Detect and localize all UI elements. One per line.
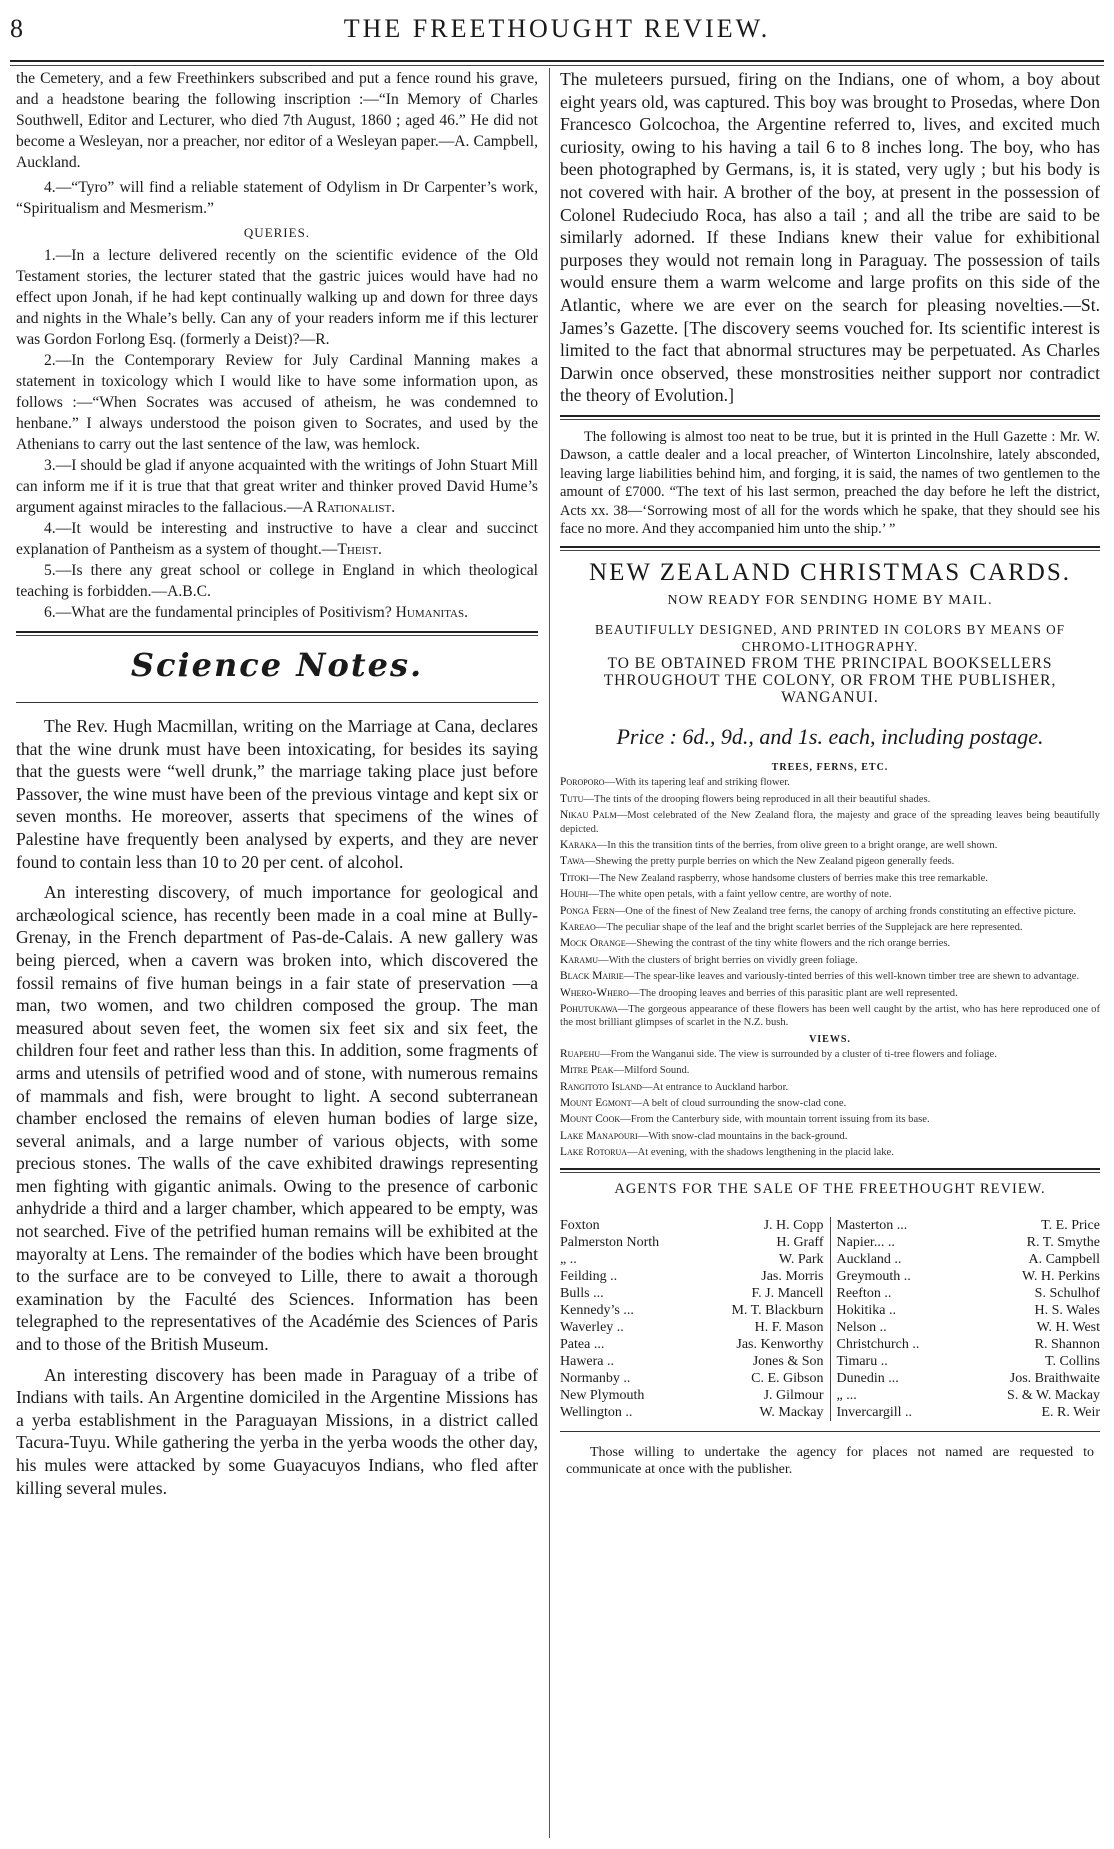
science-note-1: The Rev. Hugh Macmillan, writing on the Marriage at Cana, declares that the wine drunk must have been intoxicating, for besides its saying that the guests were “well drunk,” the marriage taking place just before Passover, the wine must have been of the previous vintage and kept six or seven months. He moreover, asserts that specimens of the wines of Palestine have frequently been analysed by experts, and they are never found to contain less than 10 to 20 per cent. of alcohol. [16, 716, 538, 872]
query-3-text: 3.—I should be glad if anyone acquainted with the writings of John Stuart Mill can inform me if it is true that that great writer and thinker proved David Hume’s argument against miracles to the fallacious.— [16, 457, 538, 516]
agent-name: Jas. Morris [761, 1268, 824, 1284]
queries-heading: QUERIES. [243, 225, 311, 240]
page-number: 8 [10, 14, 23, 43]
agent-name: H. F. Mason [754, 1319, 824, 1335]
card-item-description: —From the Wanganui side. The view is surrounded by a cluster of ti-tree flowers and foliage. [600, 1048, 997, 1060]
query-2: 2.—In the Contemporary Review for July Cardinal Manning makes a statement in toxicology which I would like to have some information upon, as follows :—“When Socrates was accused of atheism, he was condemned to henbane.” I always understood the poison given to Socrates, and used by the Athenians to carry out the last sentence of the law, was hemlock. [16, 352, 538, 453]
agent-row [837, 1234, 1101, 1251]
agent-name: R. Shannon [1034, 1336, 1100, 1352]
agent-name: W. Mackay [759, 1404, 824, 1420]
section-rule [16, 631, 538, 636]
card-item [560, 1097, 1100, 1110]
card-item-description: —At evening, with the shadows lengthening in the placid lake. [627, 1147, 894, 1159]
views-heading: VIEWS. [809, 1033, 851, 1045]
christmas-cards-advert [560, 559, 1100, 1159]
card-item [560, 1081, 1100, 1094]
section-rule [560, 546, 1100, 551]
agent-name: E. R. Weir [1041, 1404, 1100, 1420]
agent-name: M. T. Blackburn [731, 1302, 824, 1318]
card-item-name: Karamu [560, 953, 599, 966]
card-item-description: —The drooping leaves and berries of this parasitic plant are well represented. [628, 987, 958, 999]
card-item [560, 905, 1100, 918]
card-item-name: Ruapehu [560, 1047, 601, 1060]
advert-title: NEW ZEALAND CHRISTMAS CARDS. [589, 559, 1071, 587]
card-item-description: —The peculiar shape of the leaf and the bright scarlet berries of the Supplejack are here represented. [595, 922, 1023, 933]
heading-rule [16, 702, 538, 703]
journal-title: THE FREETHOUGHT REVIEW. [343, 14, 771, 43]
card-item [560, 1146, 1100, 1159]
agent-row [837, 1404, 1101, 1421]
agent-row [837, 1336, 1101, 1353]
query-6-signature: Humanitas. [395, 604, 468, 621]
agent-name: W. H. Perkins [1021, 1268, 1100, 1284]
query-4-text: 4.—It would be interesting and instructive to have a clear and succinct explanation of Pantheism as a system of thought.— [16, 520, 538, 558]
agent-row [837, 1285, 1101, 1302]
agents-table [560, 1217, 1100, 1421]
card-item [560, 776, 1100, 789]
card-item-name: Black Mairie [560, 970, 624, 983]
card-item-description: —With its tapering leaf and striking flower. [604, 777, 790, 789]
card-item-description: —Shewing the contrast of the tiny white flowers and the rich orange berries. [625, 938, 951, 950]
card-item-description: —One of the finest of New Zealand tree ferns, the canopy of arching fronds constituting an effective picture. [614, 905, 1076, 917]
agents-closing-note: Those willing to undertake the agency for places not named are requested to communicate at once with the publisher. [566, 1444, 1094, 1477]
card-item-description: —The spear-like leaves and variously-tinted berries of this well-known timber tree are shewn to advantage. [623, 971, 1080, 983]
card-item-name: Tawa [560, 855, 585, 868]
agent-place: Invercargill .. [836, 1404, 913, 1420]
agent-place: Foxton [560, 1217, 600, 1233]
card-item [560, 1130, 1100, 1143]
card-item-description: —With the clusters of bright berries on vividly green foliage. [598, 954, 858, 966]
card-item-name: Rangitoto Island [560, 1080, 642, 1093]
agent-name: J. H. Copp [763, 1217, 824, 1233]
agent-row [837, 1387, 1101, 1404]
card-item-name: Nikau Palm [560, 809, 617, 822]
card-item [560, 793, 1100, 806]
closing-rule [560, 1431, 1100, 1432]
agent-name: W. Park [778, 1251, 824, 1267]
section-rule [560, 1168, 1100, 1173]
agent-row [560, 1302, 824, 1319]
agent-row [837, 1217, 1101, 1234]
hull-gazette-paragraph: The following is almost too neat to be true, but it is printed in the Hull Gazette : Mr. W. Dawson, a cattle dealer and a local preacher, of Winterton Lincolnshire, lately absconded, leaving large liabilities behind him, and forging, it is said, the names of two gentlemen to the amount of £7000. “The text of his last sermon, preached the day before he left the district, Acts xx. 38—‘Sorrowing most of all for the words which he spake, that they should see his face no more. And they accompanied him unto the ship.’ ” [560, 428, 1100, 537]
card-item-description: —With snow-clad mountains in the back-ground. [637, 1130, 848, 1142]
card-item-name: Ponga Fern [560, 904, 615, 917]
card-item-name: Titoki [560, 871, 589, 884]
agent-row [560, 1234, 824, 1251]
advert-subtitle: NOW READY FOR SENDING HOME BY MAIL. [667, 593, 993, 609]
card-item-description: —Milford Sound. [613, 1065, 690, 1077]
column-divider [549, 68, 550, 1838]
agent-place: Timaru .. [836, 1353, 888, 1369]
card-item [560, 839, 1100, 852]
card-item-name: Mock Orange [560, 937, 626, 950]
agent-place: New Plymouth [560, 1387, 645, 1403]
trees-list [560, 776, 1100, 1030]
query-1: 1.—In a lecture delivered recently on the scientific evidence of the Old Testament stories, the lecturer stated that the gastric juices would have had no effect upon Jonah, if he had kept continually walking up and down for three days and nights in the Whale’s belly. Can any of your readers inform me if this lecturer was Gordon Forlong Esq. (formerly a Deist)?—R. [16, 247, 538, 348]
agent-place: „ ... [836, 1387, 857, 1403]
agent-place: Dunedin ... [836, 1370, 899, 1386]
agent-place: Wellington .. [560, 1404, 633, 1420]
agent-place: Reefton .. [836, 1285, 892, 1301]
card-item [560, 937, 1100, 950]
agent-place: Normanby .. [560, 1370, 631, 1386]
card-item [560, 921, 1100, 934]
query-4-signature: Theist. [337, 541, 382, 558]
query-3-signature: A Rationalist. [302, 499, 396, 516]
card-item [560, 954, 1100, 967]
query-5: 5.—Is there any great school or college in England in which theological teaching is forbidden.—A.B.C. [16, 562, 538, 600]
agent-row [837, 1370, 1101, 1387]
trees-heading: TREES, FERNS, ETC. [771, 762, 889, 774]
agent-row [560, 1404, 824, 1421]
agents-column-left [560, 1217, 831, 1421]
agent-name: Jos. Braithwaite [1009, 1370, 1100, 1386]
card-item-name: Poroporo [560, 776, 605, 789]
advert-price: Price : 6d., 9d., and 1s. each, including postage. [616, 724, 1044, 750]
card-item [560, 1048, 1100, 1061]
agent-place: Kennedy’s ... [560, 1302, 634, 1318]
card-item [560, 1003, 1100, 1030]
right-column [560, 68, 1100, 1478]
agent-row [560, 1217, 824, 1234]
card-item-description: —In this the transition tints of the berries, from olive green to a bright orange, are well shown. [596, 839, 998, 851]
agent-name: S. & W. Mackay [1007, 1387, 1100, 1403]
card-item-description: —Shewing the pretty purple berries on which the New Zealand pigeon generally feeds. [584, 856, 955, 868]
agent-name: C. E. Gibson [751, 1370, 824, 1386]
card-item [560, 970, 1100, 983]
card-item-description: —The tints of the drooping flowers being reproduced in all their beautiful shades. [583, 793, 931, 805]
agent-row [560, 1268, 824, 1285]
agent-place: Palmerston North [560, 1234, 660, 1250]
agent-name: H. Graff [776, 1234, 824, 1250]
card-item-name: Whero-Whero [560, 986, 629, 999]
agent-row [837, 1319, 1101, 1336]
cemetery-paragraph: the Cemetery, and a few Freethinkers subscribed and put a fence round his grave, and a headstone bearing the following inscription :—“In Memory of Charles Southwell, Editor and Lecturer, who died 7th August, 1860 ; aged 46.” He did not become a Wesleyan, nor a preacher, nor editor of a Wesleyan paper.—A. Campbell, Auckland. [16, 70, 538, 171]
agent-name: S. Schulhof [1034, 1285, 1100, 1301]
agent-place: Bulls ... [560, 1285, 604, 1301]
card-item-description: —From the Canterbury side, with mountain torrent issuing from its base. [620, 1114, 930, 1126]
agent-place: Greymouth .. [836, 1268, 911, 1284]
agent-place: Waverley .. [560, 1319, 624, 1335]
card-item-name: Lake Rotorua [560, 1146, 628, 1159]
agents-heading: AGENTS FOR THE SALE OF THE FREETHOUGHT REVIEW. [614, 1180, 1046, 1197]
card-item-description: —The gorgeous appearance of these flowers has been well caught by the artist, who has here reproduced one of the most brilliant glimpses of scarlet in the N.Z. bush. [560, 1004, 1100, 1029]
agent-name: R. T. Smythe [1026, 1234, 1100, 1250]
agent-row [837, 1302, 1101, 1319]
agent-place: „ .. [560, 1251, 577, 1267]
agent-place: Hokitika .. [836, 1302, 896, 1318]
advert-availability: TO BE OBTAINED FROM THE PRINCIPAL BOOKSELLERS THROUGHOUT THE COLONY, OR FROM THE PUBLISHER, WANGANUI. [603, 655, 1057, 707]
agent-row [560, 1370, 824, 1387]
card-item-name: Mount Egmont [560, 1097, 632, 1110]
card-item-name: Mitre Peak [560, 1064, 614, 1077]
agent-place: Christchurch .. [836, 1336, 920, 1352]
advert-description: BEAUTIFULLY DESIGNED, AND PRINTED IN COLORS BY MEANS OF CHROMO-LITHOGRAPHY. [595, 622, 1065, 655]
agent-row [837, 1268, 1101, 1285]
query-6 [16, 602, 538, 623]
card-item-description: —The white open petals, with a faint yellow centre, are worthy of note. [588, 889, 892, 901]
query-3 [16, 455, 538, 518]
views-list [560, 1048, 1100, 1160]
card-item-description: —The New Zealand raspberry, whose handsome clusters of berries make this tree remarkable. [588, 872, 988, 884]
agent-place: Napier... .. [836, 1234, 895, 1250]
tyro-paragraph: 4.—“Tyro” will find a reliable statement of Odylism in Dr Carpenter’s work, “Spiritualism and Mesmerism.” [16, 179, 538, 217]
card-item [560, 1113, 1100, 1126]
card-item-name: Pohutukawa [560, 1003, 618, 1016]
card-item-name: Kareao [560, 921, 596, 933]
agent-name: Jas. Kenworthy [736, 1336, 824, 1352]
agent-row [560, 1336, 824, 1353]
agent-name: A. Campbell [1028, 1251, 1100, 1267]
agent-place: Feilding .. [560, 1268, 618, 1284]
agent-name: T. Collins [1045, 1353, 1100, 1369]
card-item-name: Tutu [560, 792, 584, 805]
agent-row [837, 1353, 1101, 1370]
query-4 [16, 518, 538, 560]
header-rule [10, 60, 1104, 66]
query-6-text: 6.—What are the fundamental principles of Positivism? [44, 604, 392, 621]
agent-name: W. H. West [1036, 1319, 1100, 1335]
agents-column-right [831, 1217, 1101, 1421]
agent-row [560, 1353, 824, 1370]
science-notes-heading: Science Notes. [130, 646, 424, 684]
agent-place: Masterton ... [836, 1217, 908, 1233]
card-item [560, 987, 1100, 1000]
agent-name: H. S. Wales [1034, 1302, 1100, 1318]
agent-name: F. J. Mancell [751, 1285, 824, 1301]
agent-name: J. Gilmour [763, 1387, 824, 1403]
agent-place: Nelson .. [836, 1319, 887, 1335]
agent-name: Jones & Son [752, 1353, 824, 1369]
agent-row [560, 1387, 824, 1404]
agent-row [560, 1319, 824, 1336]
agent-row [837, 1251, 1101, 1268]
card-item-name: Karaka [560, 838, 597, 851]
agent-row [560, 1251, 824, 1268]
card-item-description: —At entrance to Auckland harbor. [641, 1081, 789, 1093]
card-item [560, 1064, 1100, 1077]
section-rule [560, 415, 1100, 420]
card-item [560, 872, 1100, 885]
muleteers-paragraph: The muleteers pursued, firing on the Indians, one of whom, a boy about eight years old, was captured. This boy was brought to Prosedas, where Don Francesco Golcochoa, the Argentine referred to, lives, and excited much curiosity, owing to his having a tail 6 to 8 inches long. The boy, who has been photographed by Germans, is, it is stated, very ugly ; but his body is not covered with hair. A brother of the boy, at present in the possession of Colonel Rudeciudo Roca, has also a tail ; and all the tribe are said to be similarly adorned. If these Indians knew their value for exhibitional purposes they would not remain long in Paraguay. The possession of tails would ensure them a warm welcome and large profits on this side of the Atlantic, where we are ever on the search for pleasing novelties.—St. James’s Gazette. [The discovery seems vouched for. Its scientific interest is limited to the fact that abnormal structures may be perpetuated. As Charles Darwin once observed, these monstrosities neither support nor contradict the theory of Evolution.] [560, 69, 1100, 406]
science-note-3: An interesting discovery has been made in Paraguay of a tribe of Indians with tails. An Argentine domiciled in the Argentine Missions has a yerba establishment in the Paraguayan Missions, in a district called Tacura-Tuyu. While gathering the yerba in the yerba woods the other day, his mules were attacked by some Guayacuyos Indians, who fled after killing several mules. [16, 1364, 538, 1498]
card-item-description: —A belt of cloud surrounding the snow-clad cone. [631, 1098, 847, 1110]
left-column [16, 68, 538, 1507]
card-item [560, 888, 1100, 901]
agent-row [560, 1285, 824, 1302]
agent-place: Auckland .. [836, 1251, 902, 1267]
card-item-name: Mount Cook [560, 1113, 621, 1126]
card-item-description: —Most celebrated of the New Zealand flora, the majesty and grace of the spreading leaves being beautifully depicted. [560, 810, 1100, 835]
card-item [560, 855, 1100, 868]
agent-place: Hawera .. [560, 1353, 615, 1369]
card-item [560, 809, 1100, 836]
masthead [0, 12, 1114, 52]
agent-name: T. E. Price [1041, 1217, 1100, 1233]
card-item-name: Lake Manapouri [560, 1129, 638, 1142]
card-item-name: Houhi [560, 888, 589, 901]
science-note-2: An interesting discovery, of much importance for geological and archæological science, has recently been made in a coal mine at Bully-Grenay, in the French department of Pas-de-Calais. A new gallery was being pierced, when a cavern was broken into, which discovered the fossil remains of five human beings in a fair state of preservation —a man, two women, and two children composed the group. The man measured about seven feet, the women six feet six and six feet, the children four feet and rather less than this. In addition, some fragments of arms and utensils of petrified wood and of stone, with numerous remains of mammals and fish, were brought to light. A second subterranean chamber enclosed the remains of eleven human bodies of large size, several animals, and a large number of various objects, with some precious stones. The walls of the cave exhibited drawings representing men fighting with gigantic animals. Owing to the presence of carbonic anhydride a third and a larger chamber, which appeared to be empty, was not searched. Five of the petrified human remains will be exhibited at the mayoralty at Lens. The remainder of the bodies which have been brought to the surface are to be conveyed to Lille, there to await a thorough examination by the Faculté des Sciences. Information has been telegraphed to the representatives of the Académie des Sciences of Paris and to those of the British Museum. [16, 882, 538, 1355]
agent-place: Patea ... [560, 1336, 605, 1352]
